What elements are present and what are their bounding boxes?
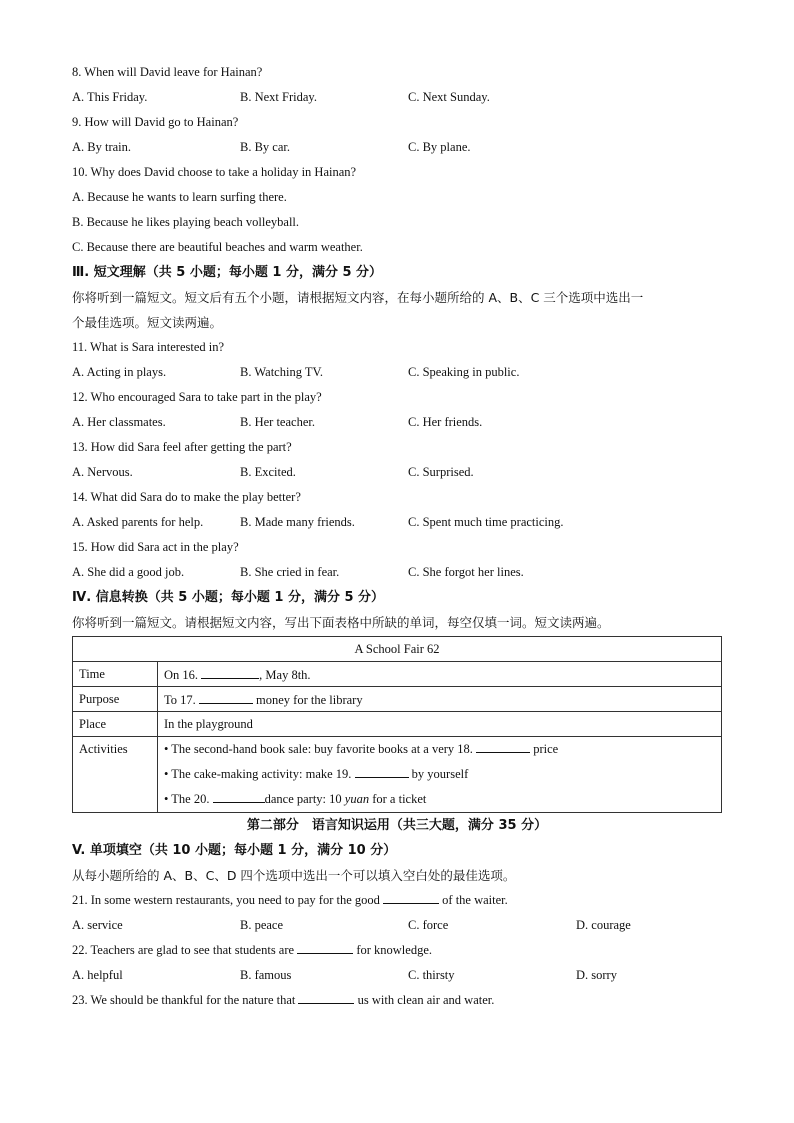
question-11: 11. What is Sara interested in? <box>72 340 225 354</box>
option-b: B. By car. <box>240 140 290 154</box>
question-12: 12. Who encouraged Sara to take part in the play? <box>72 390 322 404</box>
question-23: 23. We should be thankful for the nature that us with clean air and water. <box>72 993 495 1007</box>
option-a: A. By train. <box>72 140 132 154</box>
school-fair-table <box>72 636 722 813</box>
option-c: C. Next Sunday. <box>408 90 490 104</box>
option-b: B. Watching TV. <box>240 365 324 379</box>
table-row <box>73 712 722 737</box>
row-label-place: Place <box>73 712 158 737</box>
row-label-activities: Activities <box>73 737 158 813</box>
option-b: B. Her teacher. <box>240 415 315 429</box>
question-15: 15. How did Sara act in the play? <box>72 540 239 554</box>
section-5-heading: V. 单项填空（共 10 小题；每小题 1 分，满分 10 分） <box>72 843 397 858</box>
question-22: 22. Teachers are glad to see that students are for knowledge. <box>72 943 432 957</box>
option-b: B. She cried in fear. <box>240 565 340 579</box>
question-21: 21. In some western restaurants, you need to pay for the good of the waiter. <box>72 893 508 907</box>
section-3-heading: Ⅲ. 短文理解（共 5 小题；每小题 1 分，满分 5 分） <box>72 265 383 280</box>
option-c: C. By plane. <box>408 140 471 154</box>
question-12-options <box>72 410 722 435</box>
question-9: 9. How will David go to Hainan? <box>72 115 239 129</box>
question-21-options <box>72 913 722 938</box>
part-2-heading: 第二部分 语言知识运用（共三大题，满分 35 分） <box>246 818 548 833</box>
section-3-instruction-cont: 个最佳选项。短文读两遍。 <box>72 315 223 330</box>
row-value-activities <box>158 737 722 813</box>
option-a: A. service <box>72 918 123 932</box>
question-9-options <box>72 135 722 160</box>
table-title: A School Fair 62 <box>73 637 722 662</box>
option-b: B. peace <box>240 918 284 932</box>
question-8: 8. When will David leave for Hainan? <box>72 65 263 79</box>
row-label-purpose: Purpose <box>73 687 158 712</box>
option-c: C. thirsty <box>408 968 455 982</box>
option-c: C. She forgot her lines. <box>408 565 524 579</box>
option-a: A. Her classmates. <box>72 415 166 429</box>
option-d: D. sorry <box>576 968 617 982</box>
question-14: 14. What did Sara do to make the play better? <box>72 490 301 504</box>
question-22-options <box>72 963 722 988</box>
option-a: A. Nervous. <box>72 465 133 479</box>
answer-blank-20[interactable] <box>213 790 265 803</box>
option-a: A. Acting in plays. <box>72 365 167 379</box>
question-8-options <box>72 85 722 110</box>
option-b: B. Excited. <box>240 465 296 479</box>
activity-item: • The cake-making activity: make 19. by yourself <box>164 767 469 781</box>
row-value-place: In the playground <box>158 712 722 737</box>
answer-blank-18[interactable] <box>476 740 530 753</box>
row-value-time: On 16. , May 8th. <box>158 662 722 687</box>
option-a: A. This Friday. <box>72 90 148 104</box>
option-b: B. famous <box>240 968 292 982</box>
option-c: C. Surprised. <box>408 465 474 479</box>
activity-item: • The 20. dance party: 10 yuan for a ticket <box>164 792 427 806</box>
activity-item: • The second-hand book sale: buy favorite books at a very 18. price <box>164 742 559 756</box>
option-a: A. helpful <box>72 968 123 982</box>
option-c: C. Because there are beautiful beaches and warm weather. <box>72 240 363 254</box>
section-4-instruction: 你将听到一篇短文。请根据短文内容，写出下面表格中所缺的单词，每空仅填一词。短文读两遍。 <box>72 615 610 630</box>
exam-page <box>72 60 722 1013</box>
section-5-instruction: 从每小题所给的 A、B、C、D 四个选项中选出一个可以填入空白处的最佳选项。 <box>72 868 516 883</box>
option-a: A. She did a good job. <box>72 565 185 579</box>
option-c: C. Spent much time practicing. <box>408 515 564 529</box>
question-10: 10. Why does David choose to take a holiday in Hainan? <box>72 165 357 179</box>
option-c: C. force <box>408 918 449 932</box>
option-b: B. Next Friday. <box>240 90 317 104</box>
option-c: C. Speaking in public. <box>408 365 520 379</box>
section-4-heading: Ⅳ. 信息转换（共 5 小题；每小题 1 分，满分 5 分） <box>72 590 385 605</box>
question-14-options <box>72 510 722 535</box>
question-11-options <box>72 360 722 385</box>
answer-blank-21[interactable] <box>383 891 439 904</box>
question-13: 13. How did Sara feel after getting the part? <box>72 440 292 454</box>
option-a: A. Because he wants to learn surfing there. <box>72 190 287 204</box>
answer-blank-22[interactable] <box>297 941 353 954</box>
answer-blank-16[interactable] <box>201 666 259 679</box>
question-13-options <box>72 460 722 485</box>
question-15-options <box>72 560 722 585</box>
option-b: B. Made many friends. <box>240 515 355 529</box>
option-a: A. Asked parents for help. <box>72 515 204 529</box>
table-row <box>73 687 722 712</box>
option-b: B. Because he likes playing beach volleyball. <box>72 215 300 229</box>
table-row <box>73 662 722 687</box>
option-c: C. Her friends. <box>408 415 483 429</box>
option-d: D. courage <box>576 918 631 932</box>
row-value-purpose: To 17. money for the library <box>158 687 722 712</box>
answer-blank-17[interactable] <box>199 691 253 704</box>
answer-blank-23[interactable] <box>298 991 354 1004</box>
section-3-instruction: 你将听到一篇短文。短文后有五个小题，请根据短文内容，在每小题所给的 A、B、C 三个选项中选出一 <box>72 290 644 305</box>
answer-blank-19[interactable] <box>355 765 409 778</box>
table-row <box>73 737 722 813</box>
row-label-time: Time <box>73 662 158 687</box>
